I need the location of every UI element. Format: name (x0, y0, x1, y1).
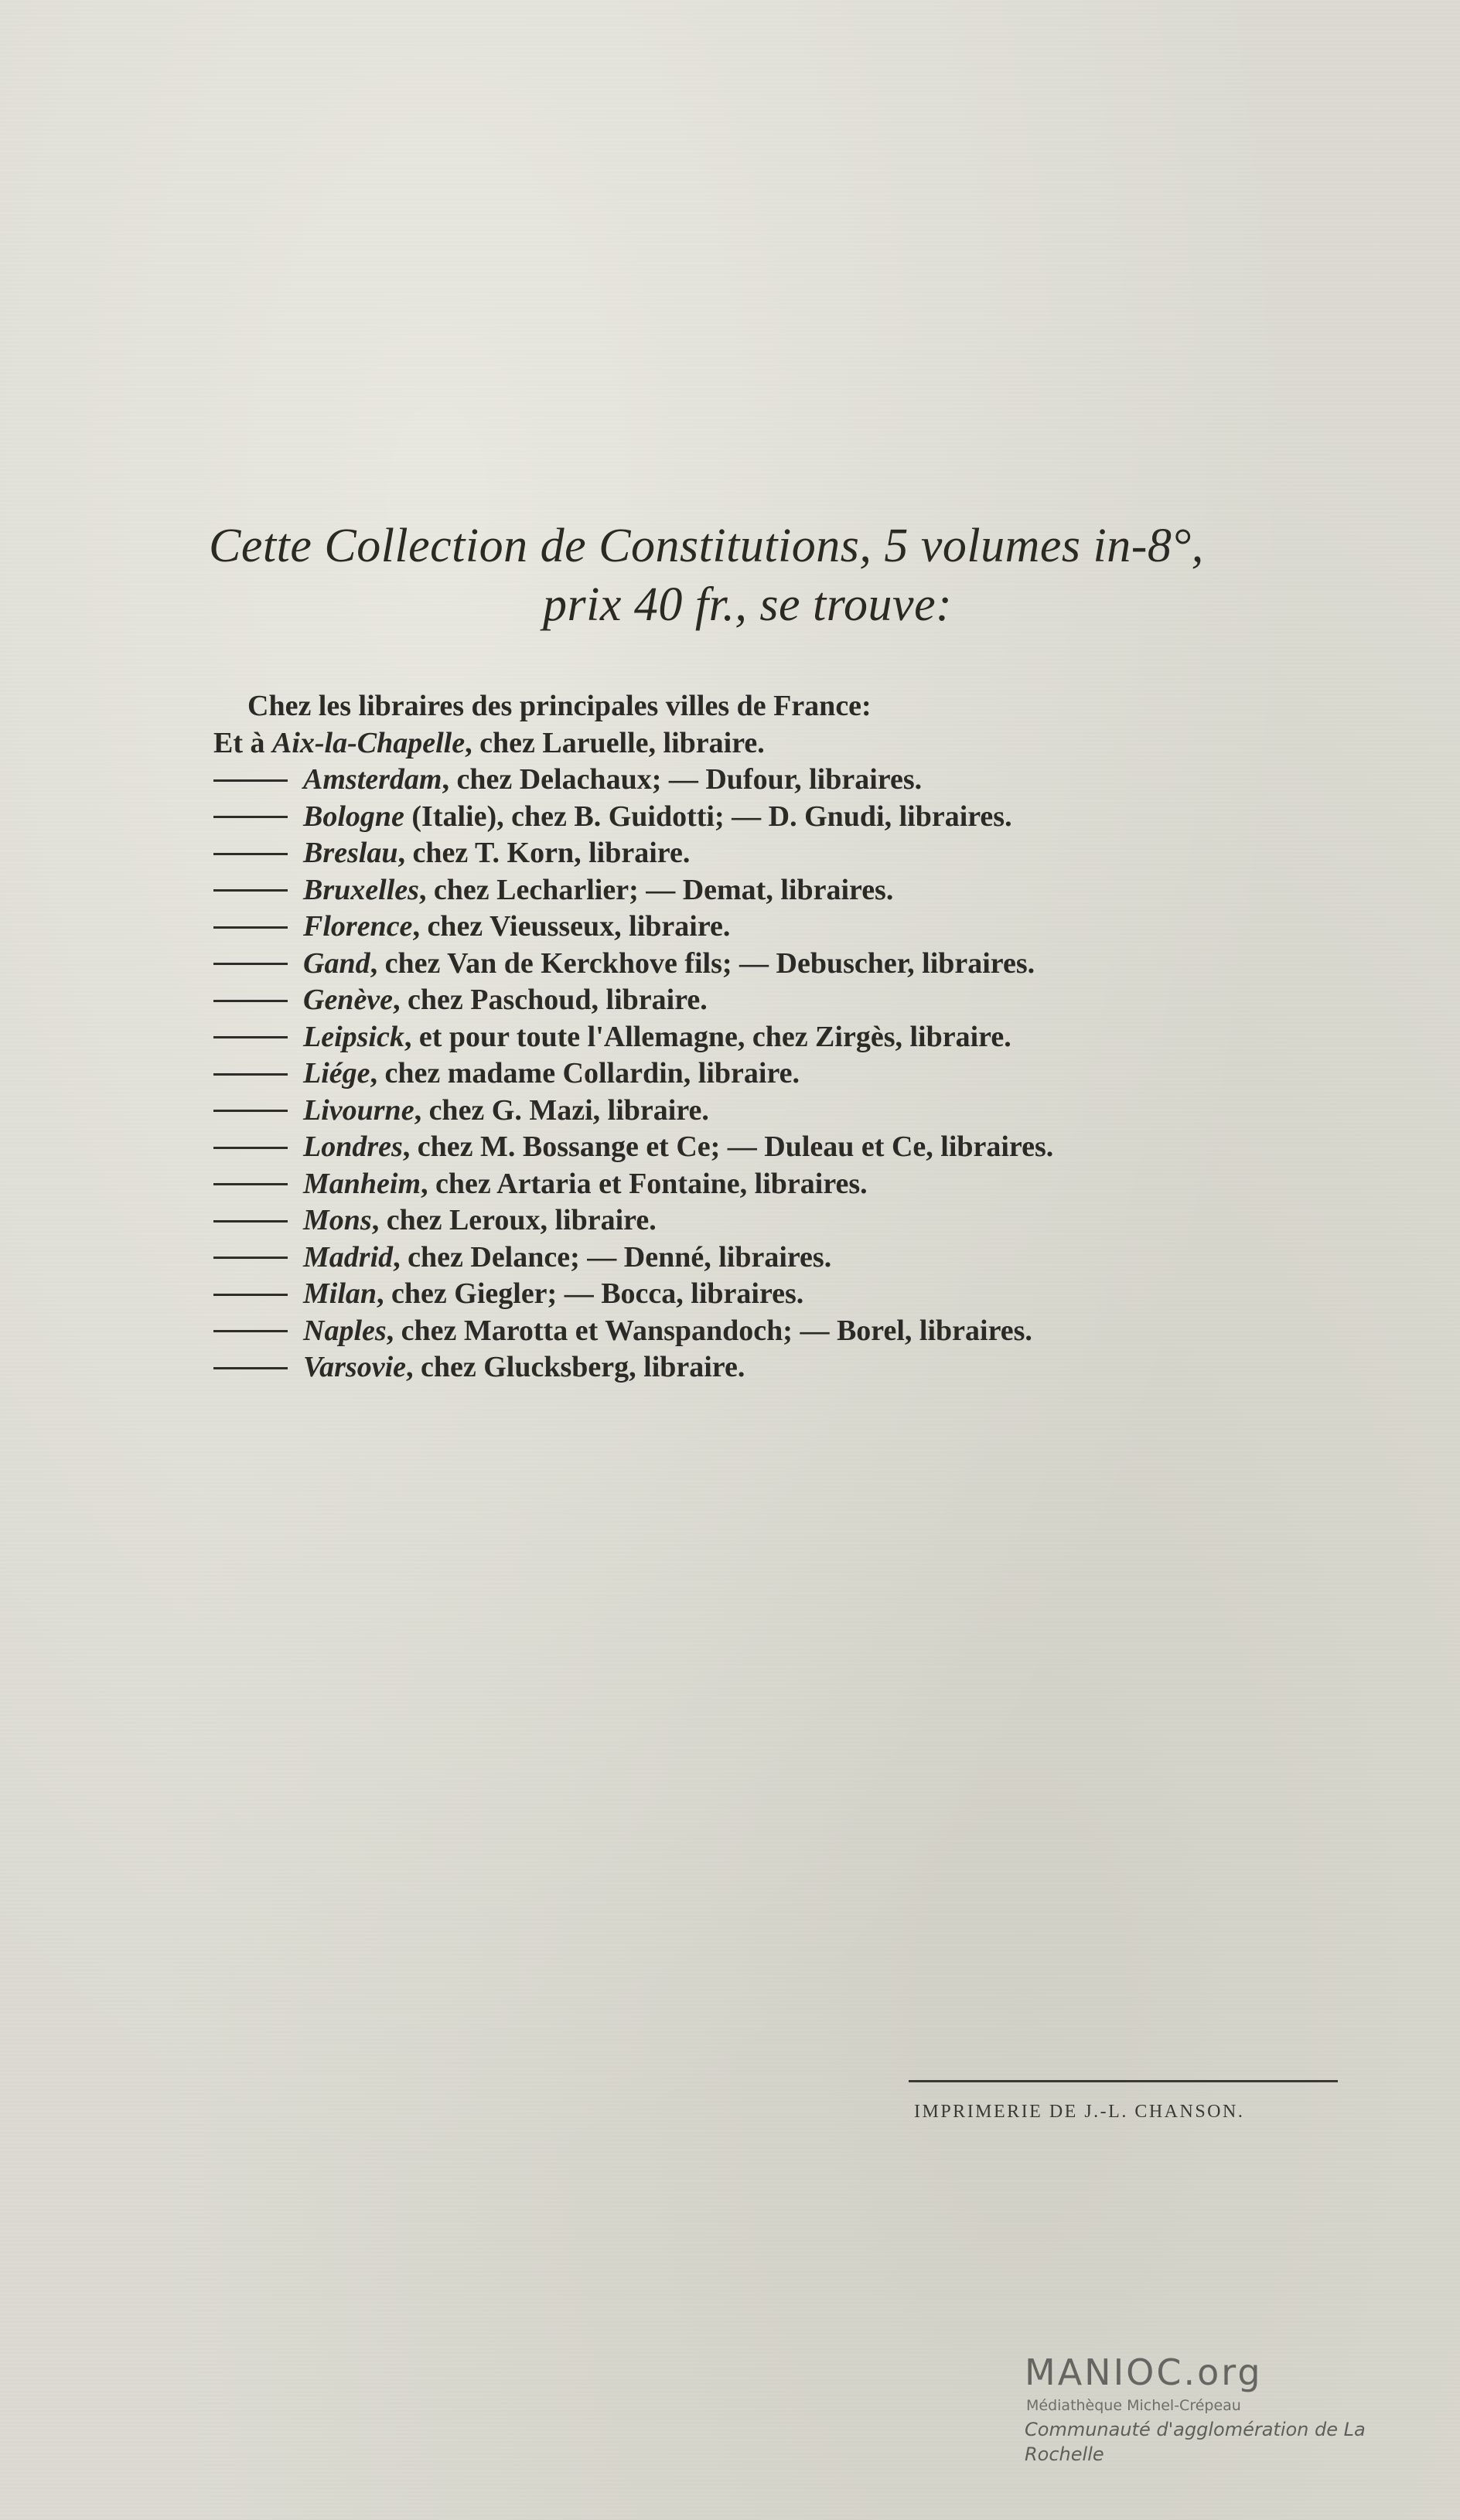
entry-text: , chez Paschoud, libraire. (393, 984, 708, 1016)
dash-rule (213, 1294, 288, 1296)
entry-text: , chez Giegler; — Bocca, libraires. (377, 1277, 804, 1310)
entry-city: Gand (303, 946, 370, 980)
title-line-1: Cette Collection de Constitutions, 5 volumes in-8°, (209, 520, 1204, 572)
entry-city: Naples (303, 1314, 387, 1347)
entry-text: , chez Marotta et Wanspandoch; — Borel, libraires. (386, 1314, 1032, 1347)
list-item (213, 1240, 1234, 1277)
entry-city: Florence (303, 910, 413, 943)
list-item (213, 1055, 1234, 1093)
entry-text: , chez Artaria et Fontaine, libraires. (421, 1167, 868, 1200)
entry-city: Madrid (303, 1240, 394, 1274)
entry-text: , chez T. Korn, libraire. (397, 837, 691, 869)
entry-city: Breslau (303, 837, 398, 869)
entry-text: , chez M. Bossange et Ce; — Duleau et Ce, libraires. (402, 1130, 1054, 1163)
list-item (213, 1129, 1234, 1166)
list-item (213, 1019, 1234, 1056)
list-item (213, 1276, 1234, 1313)
entry-city: Manheim (303, 1167, 421, 1200)
entry-text: , chez Delachaux; — Dufour, libraires. (442, 763, 923, 796)
entry-text: (Italie), chez B. Guidotti; — D. Gnudi, libraires. (404, 800, 1012, 833)
list-item (213, 909, 1234, 946)
entry-city: Bologne (303, 800, 404, 833)
dash-rule (213, 926, 288, 929)
entry-city: Varsovie (303, 1351, 406, 1383)
list-item (213, 1313, 1234, 1350)
entry-text: , chez Van de Kerckhove fils; — Debuscher, libraires. (370, 946, 1035, 980)
dash-rule (213, 1073, 288, 1076)
dash-rule (213, 963, 288, 965)
entry-city: Liége (303, 1057, 370, 1089)
list-item (213, 982, 1234, 1019)
entry-city: Mons (303, 1204, 372, 1236)
entry-text: , chez Leroux, libraire. (371, 1204, 657, 1236)
entry-city: Amsterdam (303, 763, 442, 796)
entry-city: Bruxelles (303, 873, 419, 906)
watermark-library: Médiathèque Michel-Crépeau (1026, 2397, 1241, 2414)
title-line-2: prix 40 fr., se trouve: (543, 578, 953, 631)
dash-rule (213, 889, 288, 892)
dash-rule (213, 779, 288, 782)
dash-rule (213, 1183, 288, 1185)
printer-imprint: IMPRIMERIE DE J.-L. CHANSON. (914, 2102, 1245, 2122)
dash-rule (213, 1367, 288, 1369)
entry-text: , chez madame Collardin, libraire. (370, 1057, 800, 1089)
dash-rule (213, 1147, 288, 1149)
manioc-logo: MANIOC.org (1025, 2351, 1263, 2393)
dash-rule (213, 853, 288, 855)
watermark-community: Communauté d'agglomération de La Rochelle (1025, 2419, 1366, 2465)
entry-text: , chez Delance; — Denné, libraires. (393, 1240, 832, 1274)
entry-city: Londres (303, 1130, 403, 1163)
dash-rule (213, 816, 288, 818)
collection-title (209, 517, 1346, 634)
entry-city: Livourne (303, 1093, 414, 1127)
library-watermark (1025, 2351, 1442, 2467)
entry-city: Leipsick (303, 1020, 404, 1053)
list-item (213, 946, 1234, 983)
list-intro: Chez les libraires des principales villes de France: (247, 690, 872, 722)
entry-city: Genève (303, 984, 394, 1016)
dash-rule (213, 1000, 288, 1002)
list-item (213, 835, 1234, 872)
entry-text: , et pour toute l'Allemagne, chez Zirgès, libraire. (404, 1020, 1011, 1053)
first-entry (213, 725, 1234, 762)
dash-rule (213, 1330, 288, 1332)
entry-city: Milan (303, 1277, 377, 1310)
list-item (213, 799, 1234, 836)
dash-rule (213, 1220, 288, 1222)
first-entry-text: , chez Laruelle, libraire. (465, 726, 765, 759)
first-entry-prefix: Et à (213, 726, 272, 759)
dash-rule (213, 1036, 288, 1038)
list-item (213, 1202, 1234, 1240)
first-entry-city: Aix-la-Chapelle (272, 726, 466, 759)
dash-rule (213, 1257, 288, 1259)
list-item (213, 762, 1234, 799)
list-item (213, 1166, 1234, 1203)
list-item (213, 1349, 1234, 1386)
list-item (213, 872, 1234, 909)
entry-text: , chez Glucksberg, libraire. (406, 1351, 745, 1383)
bookseller-list (213, 688, 1234, 1386)
entry-text: , chez Lecharlier; — Demat, libraires. (418, 873, 894, 906)
entry-text: , chez Vieusseux, libraire. (412, 910, 731, 943)
list-item (213, 1093, 1234, 1130)
dash-rule (213, 1110, 288, 1112)
imprint-rule (909, 2080, 1338, 2082)
entry-text: , chez G. Mazi, libraire. (414, 1093, 709, 1127)
